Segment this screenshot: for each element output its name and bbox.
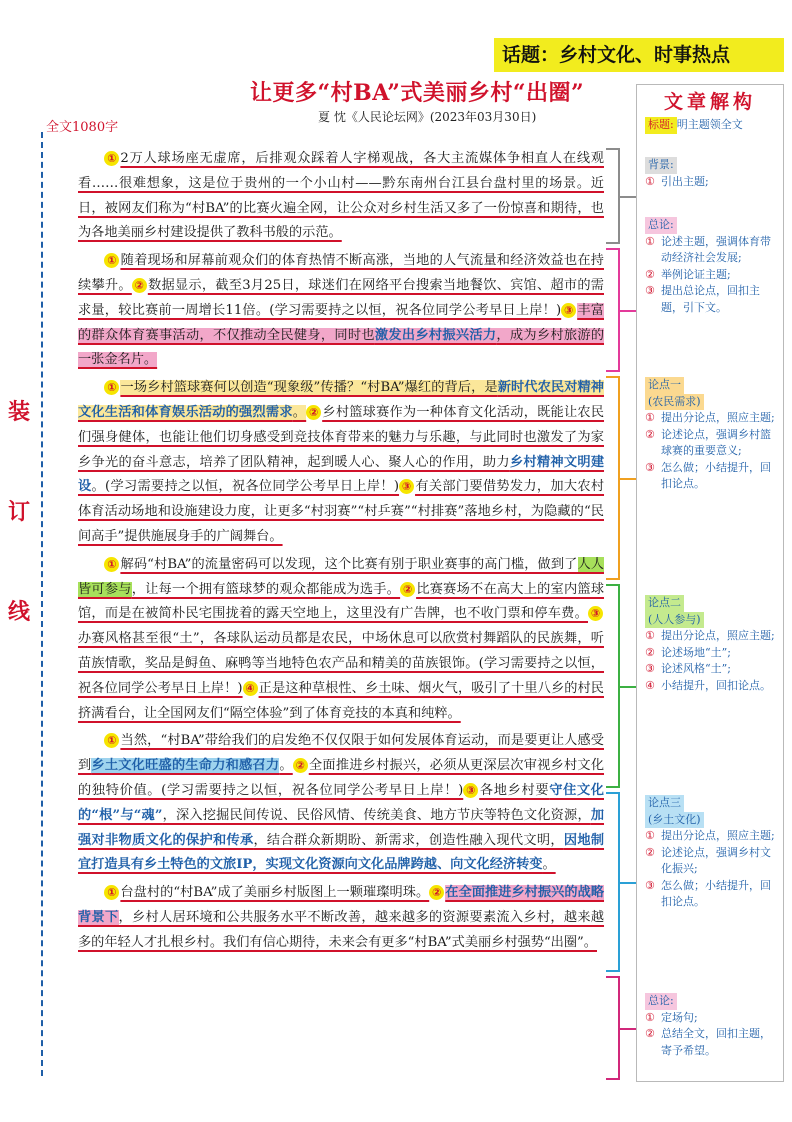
article-byline: 夏 忱《人民论坛网》(2023年03月30日) [318, 110, 537, 124]
sentence-text: 。 [292, 404, 307, 420]
sidebar-overall [645, 217, 781, 316]
binding-line [41, 132, 43, 1076]
sentence-number: ④ [243, 681, 258, 696]
sentence-number: ① [104, 557, 119, 572]
binding-char: 线 [8, 600, 31, 625]
sidebar-item: ③ 怎么做；小结提升，回扣论点。 [645, 460, 771, 490]
sidebar-item: ③ 提出总论点，回扣主题，引下文。 [645, 284, 760, 314]
key-phrase: 人人皆可参与 [78, 556, 604, 597]
sidebar-tag: 论点二 [645, 595, 684, 612]
sentence-text: ，让每一个拥有篮球梦的观众都能成为选手。 [131, 581, 401, 597]
sidebar-item: ② 论述场地“土”; [645, 645, 731, 659]
sidebar-item: ③ 怎么做；小结提升，回扣论点。 [645, 878, 771, 908]
bracket-conclusion [606, 976, 620, 1080]
sentence-text: 。(学习需要持之以恒，祝各位同学公考早日上岸！) [91, 479, 400, 495]
sidebar-tag: 论点一 [645, 377, 684, 394]
key-phrase: 乡村精神文明建设 [78, 454, 605, 495]
sidebar-item: ① 引出主题; [645, 174, 709, 188]
sentence-text: 2万人球场座无虚席，后排观众踩着人字梯观战，各大主流媒体争相直人在线观看……很难想象，这是位于贵州的一个小山村——黔东南州台江县台盘村里的场景。近日，被网友们称为“村BA”的比赛火遍全网，让公众对乡村生活又多了一份惊喜和期待，也为各地美丽乡村建设提供了教科书般的示范。 [78, 151, 604, 241]
sentence-number: ② [306, 405, 321, 420]
sentence-text: 当然，“村BA”带给我们的启发绝不仅仅限于如何发展体育运动，而是要更让人感受到 [78, 733, 604, 774]
sidebar-title: 文章解构 [663, 91, 756, 113]
sentence-text: ，成为乡村旅游的一张金名片。 [78, 327, 605, 368]
sentence-text: 乡村篮球赛作为一种体育文化活动，既能让农民们强身健体，也能让他们切身感受到竞技体育带来的魅力与乐趣，与此同时也激发了为家乡争光的奋斗意志，培养了团队精神，起到暖人心、聚人心的作用，助力 [78, 404, 605, 470]
sidebar-tag: 标题: [645, 117, 677, 134]
paragraph-background [78, 146, 604, 248]
sentence-number: ① [104, 253, 119, 268]
sentence-number: ③ [399, 479, 414, 494]
sentence-text: 各地乡村要 [479, 782, 550, 798]
sentence-text: 丰富的群众体育赛事活动，不仅推动全民健身，同时也 [78, 302, 604, 343]
sentence-number: ② [429, 885, 444, 900]
sentence-text: 全面推进乡村振兴，必须从更深层次审视乡村文化的独特价值。(学习需要持之以恒，祝各位同学公考早日上岸！) [78, 758, 605, 798]
key-phrase: 守住文化的“根”与“魂” [78, 782, 604, 823]
sentence-text: 比赛赛场不在高大上的室内篮球馆，而是在被简朴民宅围拢着的露天空地上，这里没有广告牌，也不收门票和停车费。 [78, 581, 605, 622]
article-title: 让更多“村BA”式美丽乡村“出圈” [250, 80, 585, 106]
sidebar-item: ① 提出分论点，照应主题; [645, 829, 775, 842]
sentence-text: 。 [279, 758, 293, 774]
key-phrase: 乡土文化旺盛的生命力和感召力 [91, 758, 280, 774]
sidebar-tag: 总论: [645, 217, 677, 234]
binding-char: 装 [8, 400, 31, 425]
sidebar-point2 [645, 595, 781, 694]
sidebar-point1 [645, 377, 781, 493]
paragraph-conclusion [78, 880, 604, 957]
sidebar-background [645, 157, 781, 190]
sentence-text: 台盘村的“村BA”成了美丽乡村版图上一颗璀璨明珠。 [120, 885, 430, 901]
sentence-text: 。 [542, 857, 556, 873]
key-phrase: 加强对非物质文化的保护和传承 [78, 807, 605, 848]
sentence-text: 解码“村BA”的流量密码可以发现，这个比赛有别于职业赛事的高门槛，做到了 [120, 556, 578, 572]
structure-sidebar [636, 84, 784, 1082]
sidebar-text: 明主题领全文 [676, 118, 743, 131]
sentence-text: 数据显示，截至3月25日，球迷们在网络平台搜索当地餐饮、宾馆、超市的需求量，较比赛前一周增长11倍。(学习需要持之以恒，祝各位同学公考早日上岸！) [78, 277, 604, 318]
article-body [78, 146, 604, 958]
sidebar-subtag: (人人参与) [645, 612, 704, 629]
sidebar-tag: 总论: [645, 993, 677, 1010]
sentence-number: ② [293, 758, 308, 773]
sentence-number: ① [104, 380, 119, 395]
key-phrase: 激发出乡村振兴活力 [374, 327, 497, 343]
sidebar-item: ① 定场句; [645, 1010, 698, 1024]
sentence-number: ③ [588, 606, 603, 621]
sidebar-subtag: (乡土文化) [645, 812, 704, 829]
paragraph-point2 [78, 552, 604, 729]
sidebar-item: ② 总结全文，回扣主题，寄予希望。 [645, 1027, 771, 1057]
word-count: 全文1080字 [46, 120, 119, 135]
paragraph-point3 [78, 728, 604, 880]
sidebar-item: ② 论述论点，强调乡村文化振兴; [645, 845, 771, 875]
bracket-point2 [606, 584, 620, 788]
sidebar-subtag: (农民需求) [645, 394, 704, 411]
sidebar-tag: 论点三 [645, 795, 684, 812]
sidebar-item: ① 论述主题，强调体育带动经济社会发展; [645, 234, 771, 264]
sentence-text: 随着现场和屏幕前观众们的体育热情不断高涨，当地的人气流量和经济效益也在持续攀升。 [78, 253, 604, 293]
sentence-text: ，结合群众新期盼、新需求，创造性融入现代文明， [253, 832, 564, 848]
sentence-number: ① [104, 733, 119, 748]
sidebar-headline [645, 117, 781, 134]
sidebar-tag: 背景: [645, 157, 677, 174]
key-phrase: 因地制宜打造具有乡土特色的文旅IP，实现文化资源向文化品牌跨越、向文化经济转变 [78, 832, 605, 873]
sidebar-item: ② 举例论证主题; [645, 267, 731, 281]
bracket-point3 [606, 792, 620, 972]
sidebar-conclusion [645, 993, 781, 1059]
sentence-text: ，乡村人居环境和公共服务水平不断改善，越来越多的资源要素流入乡村，越来越多的年轻人才扎根乡村。我们有信心期待，未来会有更多“村BA”式美丽乡村强势“出圈”。 [78, 909, 605, 950]
sidebar-point3 [645, 795, 781, 911]
sentence-text: ，深入挖掘民间传说、民俗风情、传统美食、地方节庆等特色文化资源， [162, 807, 591, 823]
bracket-background [606, 148, 620, 244]
sidebar-item: ① 提出分论点，照应主题; [645, 629, 775, 642]
key-phrase: 在全面推进乡村振兴的战略背景下 [78, 885, 605, 925]
sentence-text: 有关部门要借势发力，加大农村体育活动场地和设施建设力度，让更多“村羽赛”“村乒赛”“村排赛”落地乡村，为隐藏的“民间高手”提供施展身手的广阔舞台。 [78, 479, 605, 544]
sentence-number: ③ [463, 783, 478, 798]
sidebar-item: ④ 小结提升，回扣论点。 [645, 678, 771, 692]
sentence-number: ① [104, 151, 119, 166]
sidebar-item: ① 提出分论点，照应主题; [645, 411, 775, 424]
sentence-text: 办赛风格甚至很“土”，各球队运动员都是农民，中场休息可以欣赏村舞蹈队的民族舞，听苗族情歌，奖品是鲟鱼、麻鸭等当地特色农产品和精美的苗族银饰。(学习需要持之以恒，祝各位同学公考早日上岸！) [78, 631, 604, 696]
binding-char: 订 [8, 500, 31, 525]
sentence-text: 正是这种草根性、乡土味、烟火气，吸引了十里八乡的村民挤满看台，让全国网友们“隔空体验”到了体育竞技的本真和纯粹。 [78, 680, 604, 721]
key-phrase: 新时代农民对精神文化生活和体育娱乐活动的强烈需求 [78, 380, 604, 420]
paragraph-point1 [78, 375, 604, 552]
sidebar-item: ② 论述论点，强调乡村篮球赛的重要意义; [645, 427, 771, 457]
bracket-overall [606, 248, 620, 372]
sentence-number: ③ [561, 303, 576, 318]
sentence-text: 一场乡村篮球赛何以创造“现象级”传播？“村BA”爆红的背后，是 [120, 380, 498, 396]
topic-banner: 话题：乡村文化、时事热点 [494, 38, 784, 72]
sidebar-item: ③ 论述风格“土”; [645, 662, 731, 675]
bracket-point1 [606, 376, 620, 580]
paragraph-overall [78, 248, 604, 375]
sentence-number: ② [400, 582, 415, 597]
sentence-number: ② [132, 278, 147, 293]
sentence-number: ① [104, 885, 119, 900]
